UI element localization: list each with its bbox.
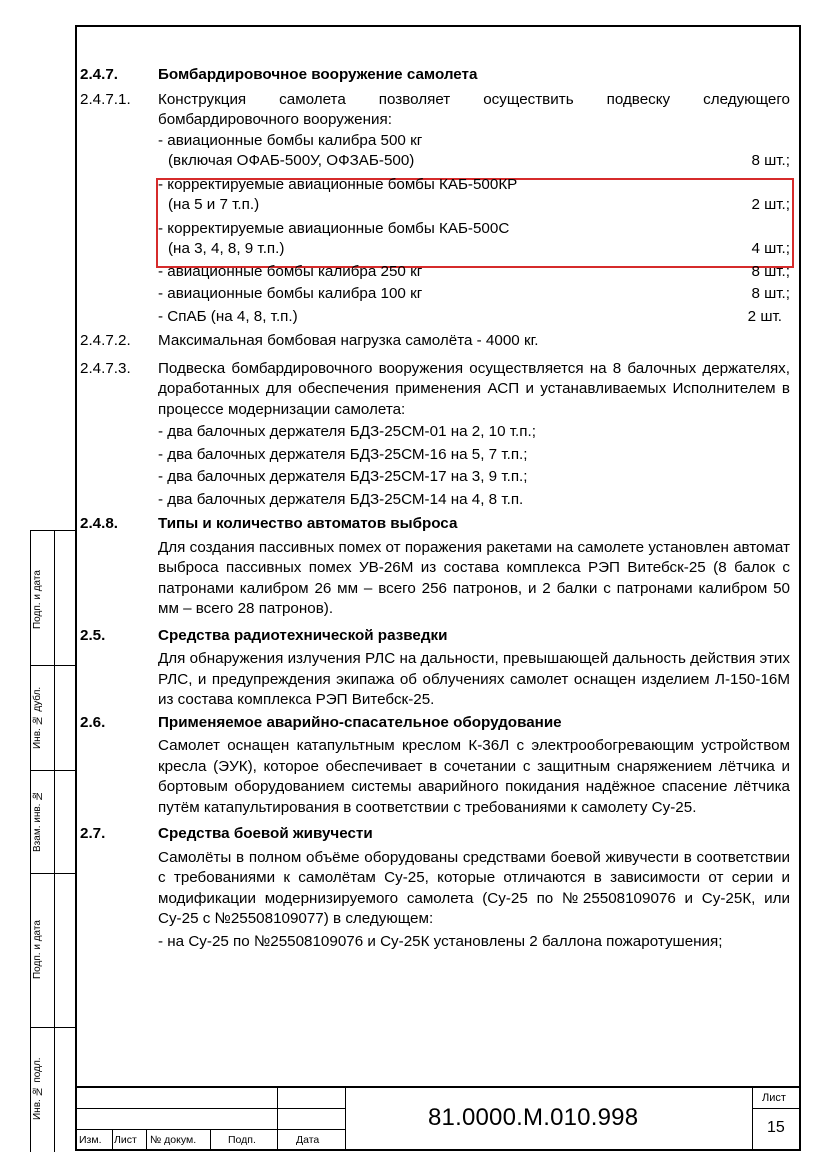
document-body: [80, 65, 790, 952]
list-item: - на Су-25 по №25508109076 и Су-25К установлены 2 баллона пожаротушения;: [158, 932, 723, 950]
quantity: 2 шт.: [747, 307, 782, 325]
section-2-6-heading: [80, 713, 790, 734]
section-2-4-7: [80, 65, 790, 86]
section-2-4-7-3: [80, 359, 790, 511]
list-item: - корректируемые авиационные бомбы КАБ-500КР (на 5 и 7 т.п.) 2 шт.;: [158, 175, 790, 216]
section-number: 2.6.: [80, 713, 106, 731]
list-item: - авиационные бомбы калибра 500 кг (включая ОФАБ-500У, ОФЗАБ-500) 8 шт.;: [158, 131, 790, 172]
quantity: 4 шт.;: [751, 240, 790, 257]
list-item: - авиационные бомбы калибра 100 кг 8 шт.;: [158, 284, 790, 305]
paragraph: Конструкция самолета позволяет осуществить подвеску следующего бомбардировочного вооружения:: [158, 90, 790, 128]
section-title: Средства боевой живучести: [158, 825, 373, 842]
stamp-label-data: Дата: [296, 1134, 320, 1146]
stamp-label-podp: Подп.: [228, 1134, 256, 1146]
section-2-4-7-2: [80, 331, 790, 352]
section-title: Применяемое аварийно-спасательное оборудование: [158, 713, 562, 731]
quantity: 2 шт.;: [751, 196, 790, 213]
section-number: 2.4.8.: [80, 515, 118, 532]
list-item: - авиационные бомбы калибра 250 кг 8 шт.;: [158, 262, 790, 283]
stamp-label-list: Лист: [114, 1134, 137, 1146]
section-number: 2.7.: [80, 825, 106, 842]
section-2-7-heading: [80, 824, 790, 845]
stamp-label-dokum: № докум.: [150, 1134, 197, 1146]
list-item: - два балочных держателя БДЗ-25СМ-16 на 5, 7 т.п.;: [158, 445, 528, 463]
quantity: 8 шт.;: [751, 262, 790, 280]
list-item: - корректируемые авиационные бомбы КАБ-500С (на 3, 4, 8, 9 т.п.) 4 шт.;: [158, 219, 790, 260]
quantity: 8 шт.;: [751, 285, 790, 302]
section-2-4-7-1: [80, 90, 790, 328]
section-number: 2.4.7.3.: [80, 359, 131, 377]
list-item: - два балочных держателя БДЗ-25СМ-17 на 3, 9 т.п.;: [158, 468, 528, 485]
section-title: Бомбардировочное вооружение самолета: [158, 66, 478, 83]
section-number: 2.4.7.2.: [80, 332, 131, 349]
side-label-podp-data-1: Подп. и дата: [32, 570, 43, 630]
paragraph: Самолет оснащен катапультным креслом К-36Л с электрообогревающим устройством кресла (ЭУК), которое обеспечивает в сочетании с защитным снаряжением лётчика и бортовым оборудованием системы аварийного покидания надёжное спасение лётчика путём катапультирования в соответствии с требованиями к самолету Су-25.: [158, 737, 790, 816]
section-2-4-8-heading: [80, 514, 790, 535]
paragraph: Самолёты в полном объёме оборудованы средствами боевой живучести в соответствии с требованиями к самолётам Су-25, которые отличаются в зависимости от серии и модификации модернизируемого самолета (Су-25 по №25508109076 и Су-25К, или Су-25 с №25508109077) в следующем:: [158, 848, 790, 927]
side-label-podp-data-2: Подп. и дата: [32, 920, 43, 980]
quantity: 8 шт.;: [751, 152, 790, 169]
side-label-vzam-inv: Взам. инв. №: [32, 789, 43, 853]
section-number: 2.4.7.1.: [80, 90, 131, 108]
paragraph: Для обнаружения излучения РЛС на дальности, превышающей дальность действия этих РЛС, и предупреждения экипажа об облучениях самолет оснащен изделием Л-150-16М из состава комплекса РЭП Витебск-25.: [158, 650, 790, 708]
section-number: 2.4.7.: [80, 66, 118, 83]
paragraph: Для создания пассивных помех от поражения ракетами на самолете установлен автомат выброса пассивных помех УВ-26М из состава комплекса РЭП Витебск-25 (8 балок с патронами калибром 26 мм – всего 256 патронов, и 2 балки с патронами калибром 50 мм – всего 28 патронов).: [158, 538, 790, 617]
section-number: 2.5.: [80, 626, 106, 644]
section-2-5-heading: [80, 626, 790, 647]
section-title: Типы и количество автоматов выброса: [158, 515, 458, 532]
sheet-number: 15: [767, 1119, 785, 1136]
list-item: - два балочных держателя БДЗ-25СМ-14 на 4, 8 т.п.: [158, 490, 524, 508]
paragraph: Подвеска бомбардировочного вооружения осуществляется на 8 балочных держателях, доработанных для обеспечения применения АСП и устанавливаемых Исполнителем в процессе модернизации самолета:: [158, 359, 790, 418]
section-title: Средства радиотехнической разведки: [158, 626, 448, 644]
stamp-label-izm: Изм.: [79, 1134, 102, 1146]
side-label-inv-podl: Инв. № подл.: [32, 1057, 43, 1121]
document-number: 81.0000.М.010.998: [428, 1104, 639, 1131]
list-item: - два балочных держателя БДЗ-25СМ-01 на 2, 10 т.п.;: [158, 423, 536, 440]
side-label-inv-dubl: Инв. № дубл.: [32, 686, 43, 750]
list-item: - СпАБ (на 4, 8, т.п.) 2 шт.: [158, 307, 790, 328]
sheet-label: Лист: [762, 1092, 786, 1104]
paragraph: Максимальная бомбовая нагрузка самолёта - 4000 кг.: [158, 332, 539, 349]
